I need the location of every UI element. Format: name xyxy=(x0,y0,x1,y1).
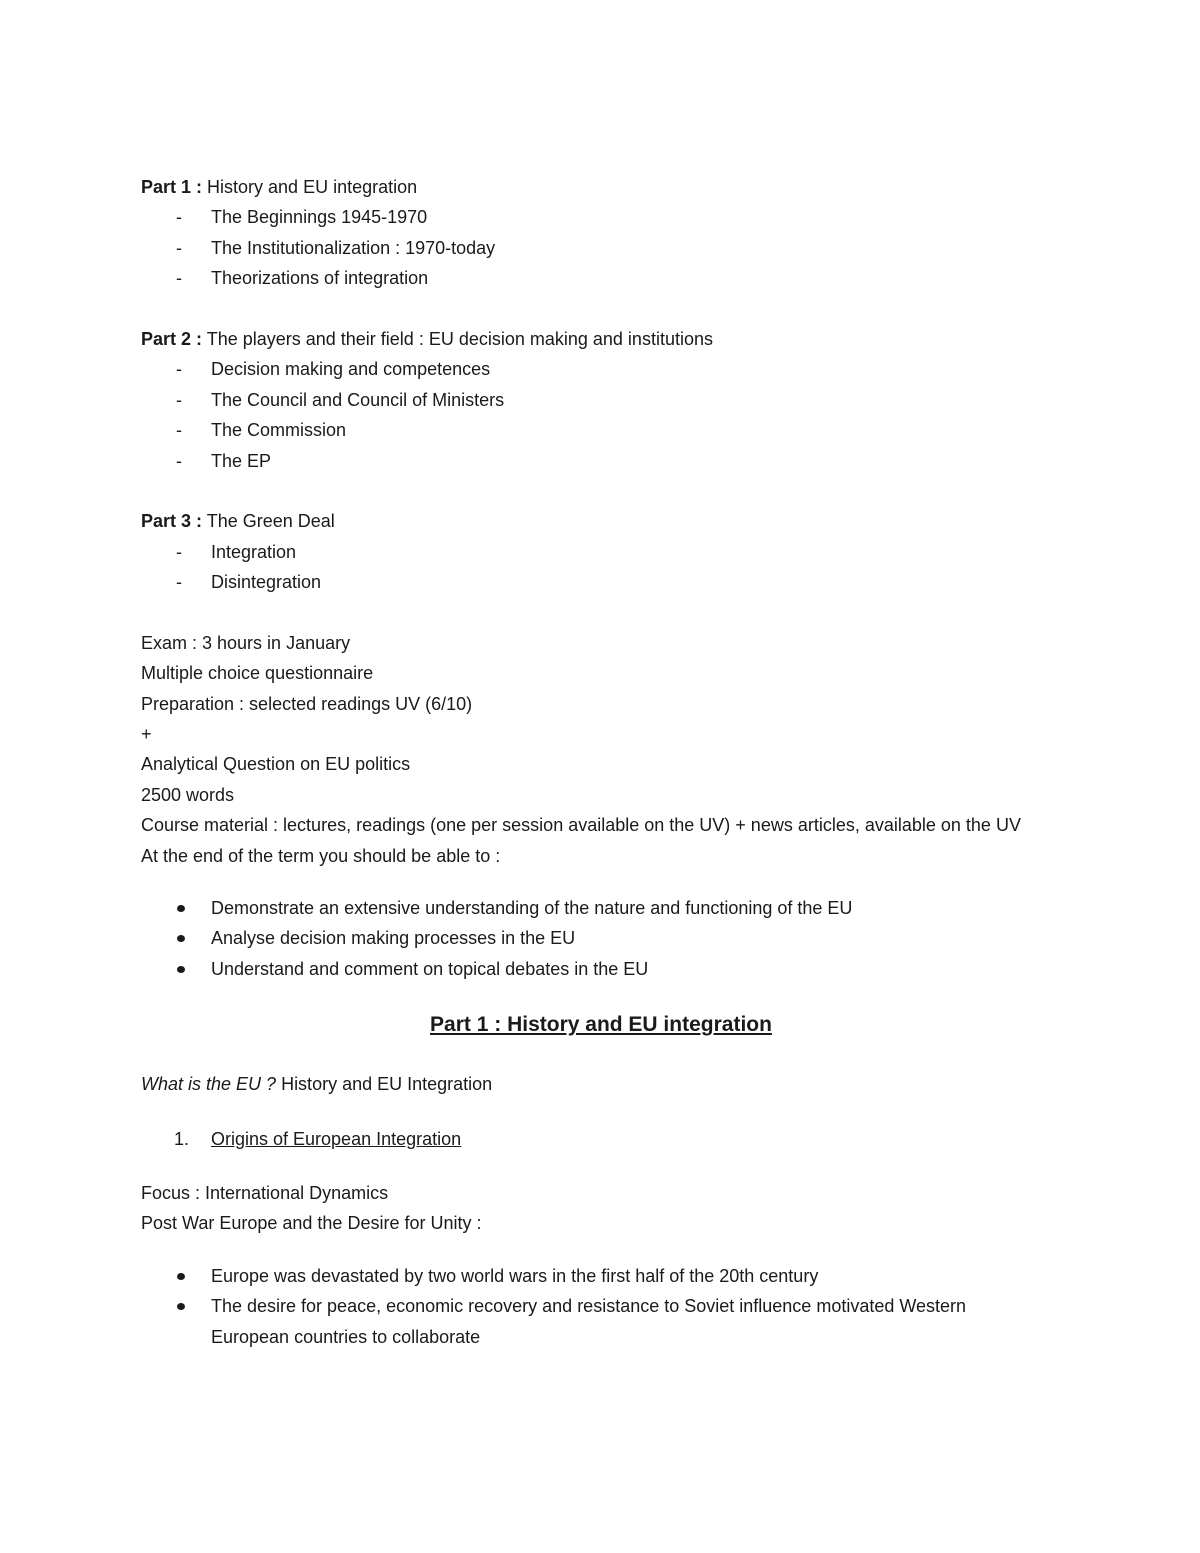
dash-marker: - xyxy=(176,268,182,289)
part1-title: History and EU integration xyxy=(202,177,418,197)
part2-item-text: The Council and Council of Ministers xyxy=(211,389,505,410)
objective-text: Demonstrate an extensive understanding of the nature and functioning of the EU xyxy=(211,898,853,918)
part1-item xyxy=(141,263,1061,293)
part1-item xyxy=(141,233,1061,263)
exam-format: Multiple choice questionnaire xyxy=(141,663,374,684)
objective-text: Analyse decision making processes in the EU xyxy=(211,928,576,949)
part3-header xyxy=(141,506,1061,536)
section-heading: Part 1 : History and EU integration xyxy=(430,1013,772,1037)
focus-line: Focus : International Dynamics xyxy=(141,1182,389,1203)
part1-header xyxy=(141,172,1061,202)
part2-item xyxy=(141,415,1061,445)
dash-marker: - xyxy=(176,389,182,410)
part1-item-text: The Beginnings 1945-1970 xyxy=(211,207,428,228)
list-item xyxy=(141,1291,1041,1352)
exam-preparation: Preparation : selected readings UV (6/10) xyxy=(141,693,473,714)
part3-item xyxy=(141,537,1061,567)
bullet-icon xyxy=(177,905,185,912)
section-intro xyxy=(141,1069,1061,1099)
part2-header xyxy=(141,324,1061,354)
part2-title: The players and their field : EU decision making and institutions xyxy=(202,328,713,349)
objective-item xyxy=(141,923,1061,953)
part2-item-text: The Commission xyxy=(211,420,347,441)
list-item-text: The desire for peace, economic recovery and resistance to Soviet influence motivated Western European countries to collaborate xyxy=(211,1296,967,1347)
exam-plus: + xyxy=(141,724,152,745)
dash-marker: - xyxy=(176,359,182,380)
dash-marker: - xyxy=(176,541,182,562)
exam-duration: Exam : 3 hours in January xyxy=(141,632,351,653)
part3-title: The Green Deal xyxy=(202,511,335,532)
part2-label: Part 2 : xyxy=(141,328,203,349)
part3-item-text: Integration xyxy=(211,541,297,562)
part2-item-text: The EP xyxy=(211,450,272,471)
numbered-subheading xyxy=(141,1124,1061,1154)
part1-item xyxy=(141,202,1061,232)
exam-word-count: 2500 words xyxy=(141,784,235,805)
part1-label: Part 1 : xyxy=(141,177,203,197)
dash-marker: - xyxy=(176,450,182,471)
dash-marker: - xyxy=(176,420,182,441)
intro-rest: History and EU Integration xyxy=(276,1074,493,1095)
part1-item-text: Theorizations of integration xyxy=(211,268,429,289)
dash-marker: - xyxy=(176,572,182,593)
part2-item xyxy=(141,385,1061,415)
part3-label: Part 3 : xyxy=(141,511,203,532)
intro-question: What is the EU ? xyxy=(141,1074,277,1095)
part2-item xyxy=(141,354,1061,384)
part3-item xyxy=(141,567,1061,597)
post-war-heading: Post War Europe and the Desire for Unity : xyxy=(141,1213,482,1234)
part2-item-text: Decision making and competences xyxy=(211,359,491,380)
bullet-icon xyxy=(177,1273,185,1280)
part3-item-text: Disintegration xyxy=(211,572,322,593)
dash-marker: - xyxy=(176,237,182,258)
dash-marker: - xyxy=(176,207,182,228)
bullet-icon xyxy=(177,966,185,973)
objective-item xyxy=(141,893,1061,923)
course-material: Course material : lectures, readings (one per session available on the UV) + news articles, available on the UV xyxy=(141,815,1021,836)
learning-outcomes-intro: At the end of the term you should be able to : xyxy=(141,845,501,866)
part2-item xyxy=(141,446,1061,476)
objective-item xyxy=(141,954,1061,984)
bullet-icon xyxy=(177,935,185,942)
exam-analytical: Analytical Question on EU politics xyxy=(141,754,411,775)
objective-text: Understand and comment on topical debates in the EU xyxy=(211,958,649,979)
list-item-text: Europe was devastated by two world wars in the first half of the 20th century xyxy=(211,1265,819,1286)
bullet-icon xyxy=(177,1303,185,1310)
list-item xyxy=(141,1261,1061,1291)
document-page xyxy=(141,172,1061,1352)
subheading-number: 1. xyxy=(174,1128,190,1149)
part1-item-text: The Institutionalization : 1970-today xyxy=(211,237,496,258)
subheading-title: Origins of European Integration xyxy=(211,1128,462,1149)
